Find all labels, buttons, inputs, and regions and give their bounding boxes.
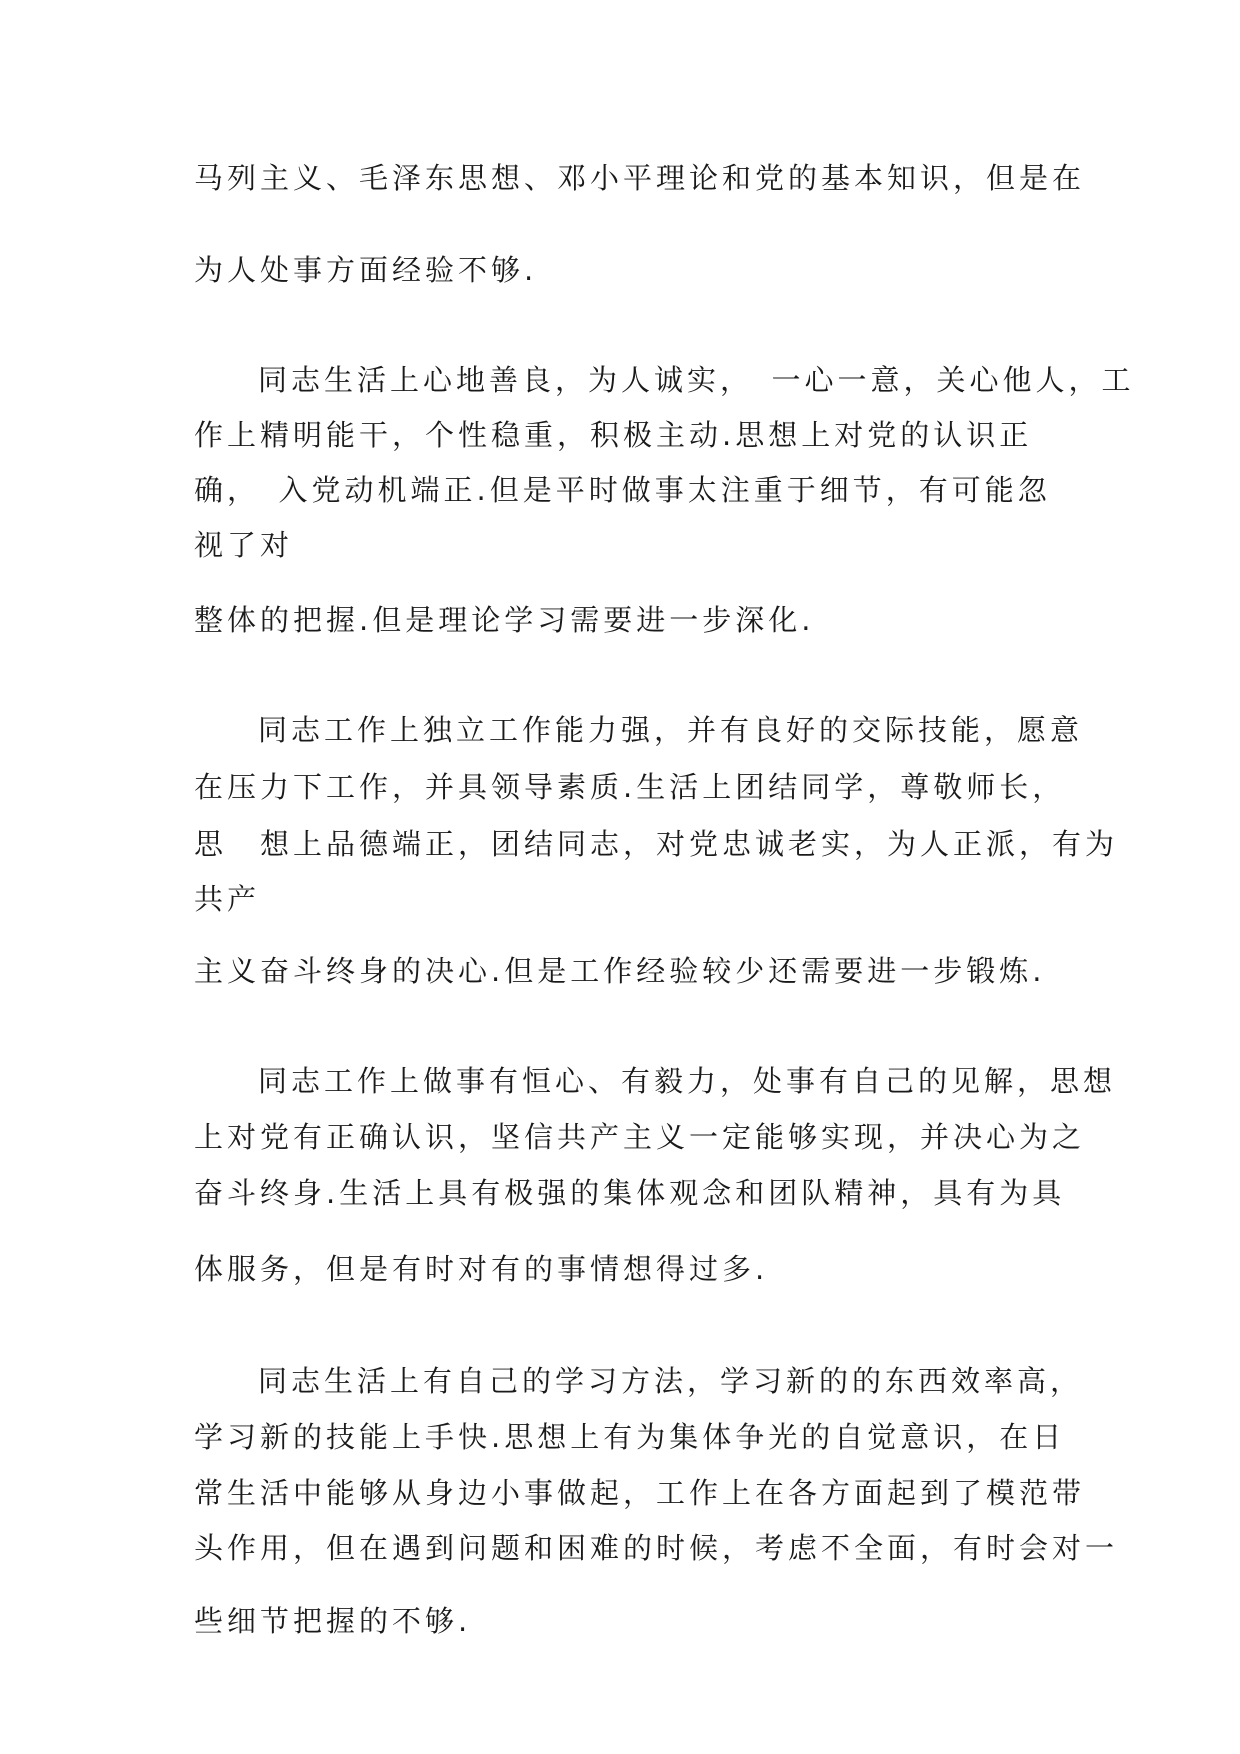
paragraph-first-line: 同志工作上独立工作能力强，并有良好的交际技能，愿意 [258,713,1084,747]
text-line: 确， 入党动机端正.但是平时做事太注重于细节，有可能忽 [194,473,1051,507]
text-line: 体服务，但是有时对有的事情想得过多. [194,1252,769,1286]
text-line: 共产 [194,882,261,916]
paragraph-first-line: 同志生活上心地善良，为人诚实， 一心一意，关心他人，工 [258,363,1135,397]
text-line: 常生活中能够从身边小事做起，工作上在各方面起到了模范带 [194,1476,1086,1510]
paragraph-first-line: 同志工作上做事有恒心、有毅力，处事有自己的见解，思想 [258,1064,1117,1098]
text-line: 上对党有正确认识，坚信共产主义一定能够实现，并决心为之 [194,1120,1086,1154]
text-line: 作上精明能干，个性稳重，积极主动.思想上对党的认识正 [194,418,1033,452]
text-line: 在压力下工作，并具领导素质.生活上团结同学，尊敬师长， [194,770,1066,804]
text-line: 整体的把握.但是理论学习需要进一步深化. [194,603,815,637]
text-line: 主义奋斗终身的决心.但是工作经验较少还需要进一步锻炼. [194,954,1046,988]
text-line: 头作用，但在遇到问题和困难的时候，考虑不全面，有时会对一 [194,1531,1119,1565]
paragraph-first-line: 同志生活上有自己的学习方法，学习新的的东西效率高， [258,1364,1084,1398]
text-line: 马列主义、毛泽东思想、邓小平理论和党的基本知识，但是在 [194,161,1086,195]
text-line: 思 想上品德端正，团结同志，对党忠诚老实，为人正派，有为 [194,827,1119,861]
text-line: 为人处事方面经验不够. [194,253,538,287]
text-line: 学习新的技能上手快.思想上有为集体争光的自觉意识，在日 [194,1420,1066,1454]
text-line: 视了对 [194,528,294,562]
text-line: 奋斗终身.生活上具有极强的集体观念和团队精神，具有为具 [194,1176,1066,1210]
text-line: 些细节把握的不够. [194,1604,472,1638]
